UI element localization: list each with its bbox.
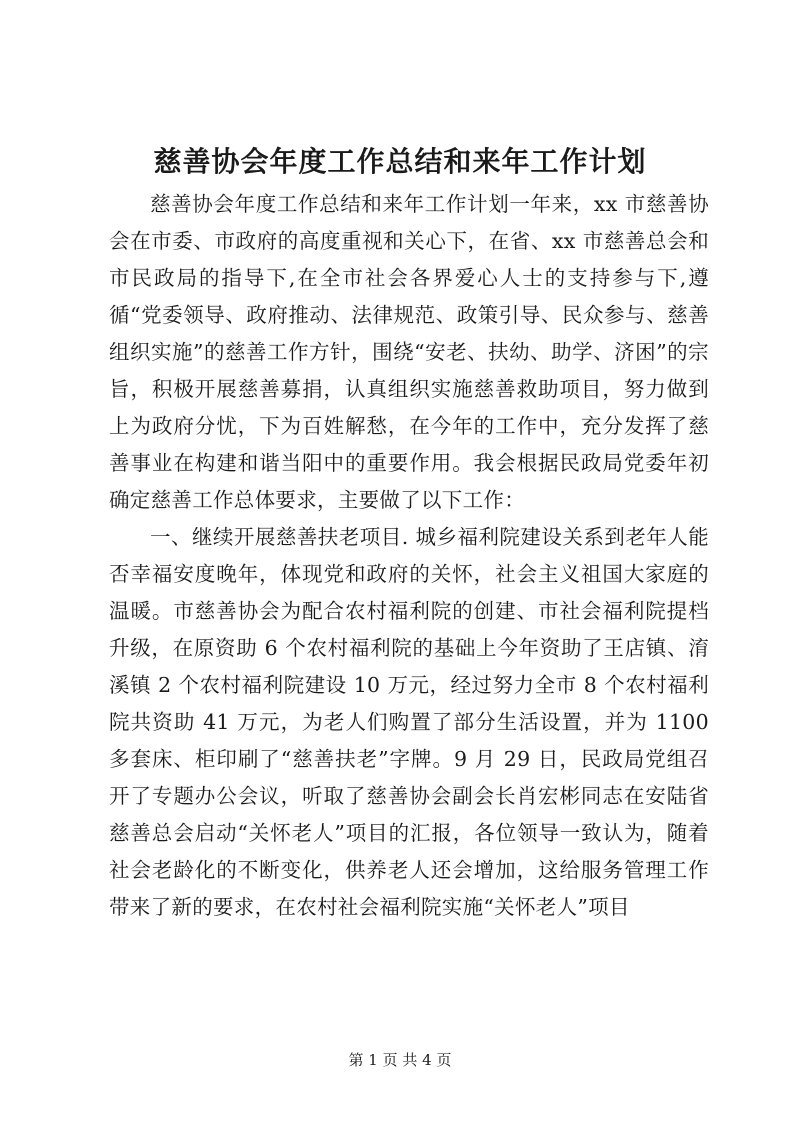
document-body — [109, 186, 709, 926]
paragraph-intro: 慈善协会年度工作总结和来年工作计划一年来，xx 市慈善协会在市委、市政府的高度重视和关心下，在省、xx 市慈善总会和市民政局的指导下,在全市社会各界爱心人士的支持参与下,遵循“党委领导、政府推动、法律规范、政策引导、民众参与、慈善组织实施”的慈善工作方针，围绕“安老、扶幼、助学、济困”的宗旨，积极开展慈善募捐，认真组织实施慈善救助项目，努力做到上为政府分忧，下为百姓解愁，在今年的工作中，充分发挥了慈善事业在构建和谐当阳中的重要作用。我会根据民政局党委年初确定慈善工作总体要求，主要做了以下工作： — [109, 192, 709, 512]
paragraph-elderly-care: 一、继续开展慈善扶老项目. 城乡福利院建设关系到老年人能否幸福安度晚年，体现党和政府的关怀，社会主义祖国大家庭的温暖。市慈善协会为配合农村福利院的创建、市社会福利院提档升级，在原资助 6 个农村福利院的基础上今年资助了王店镇、淯溪镇 2 个农村福利院建设 10 万元，经过努力全市 8 个农村福利院共资助 41 万元，为老人们购置了部分生活设置，并为 1100 多套床、柜印刷了“慈善扶老”字牌。9 月 29 日，民政局党组召开了专题办公会议，听取了慈善协会副会长肖宏彬同志在安陆省慈善总会启动“关怀老人”项目的汇报，各位领导一致认为，随着社会老龄化的不断变化，供养老人还会增加，这给服务管理工作带来了新的要求，在农村社会福利院实施“关怀老人”项目 — [109, 525, 709, 919]
document-title: 慈善协会年度工作总结和来年工作计划 — [153, 145, 647, 178]
page-number: 第 1 页 共 4 页 — [348, 1051, 452, 1069]
page-footer — [0, 1050, 800, 1070]
